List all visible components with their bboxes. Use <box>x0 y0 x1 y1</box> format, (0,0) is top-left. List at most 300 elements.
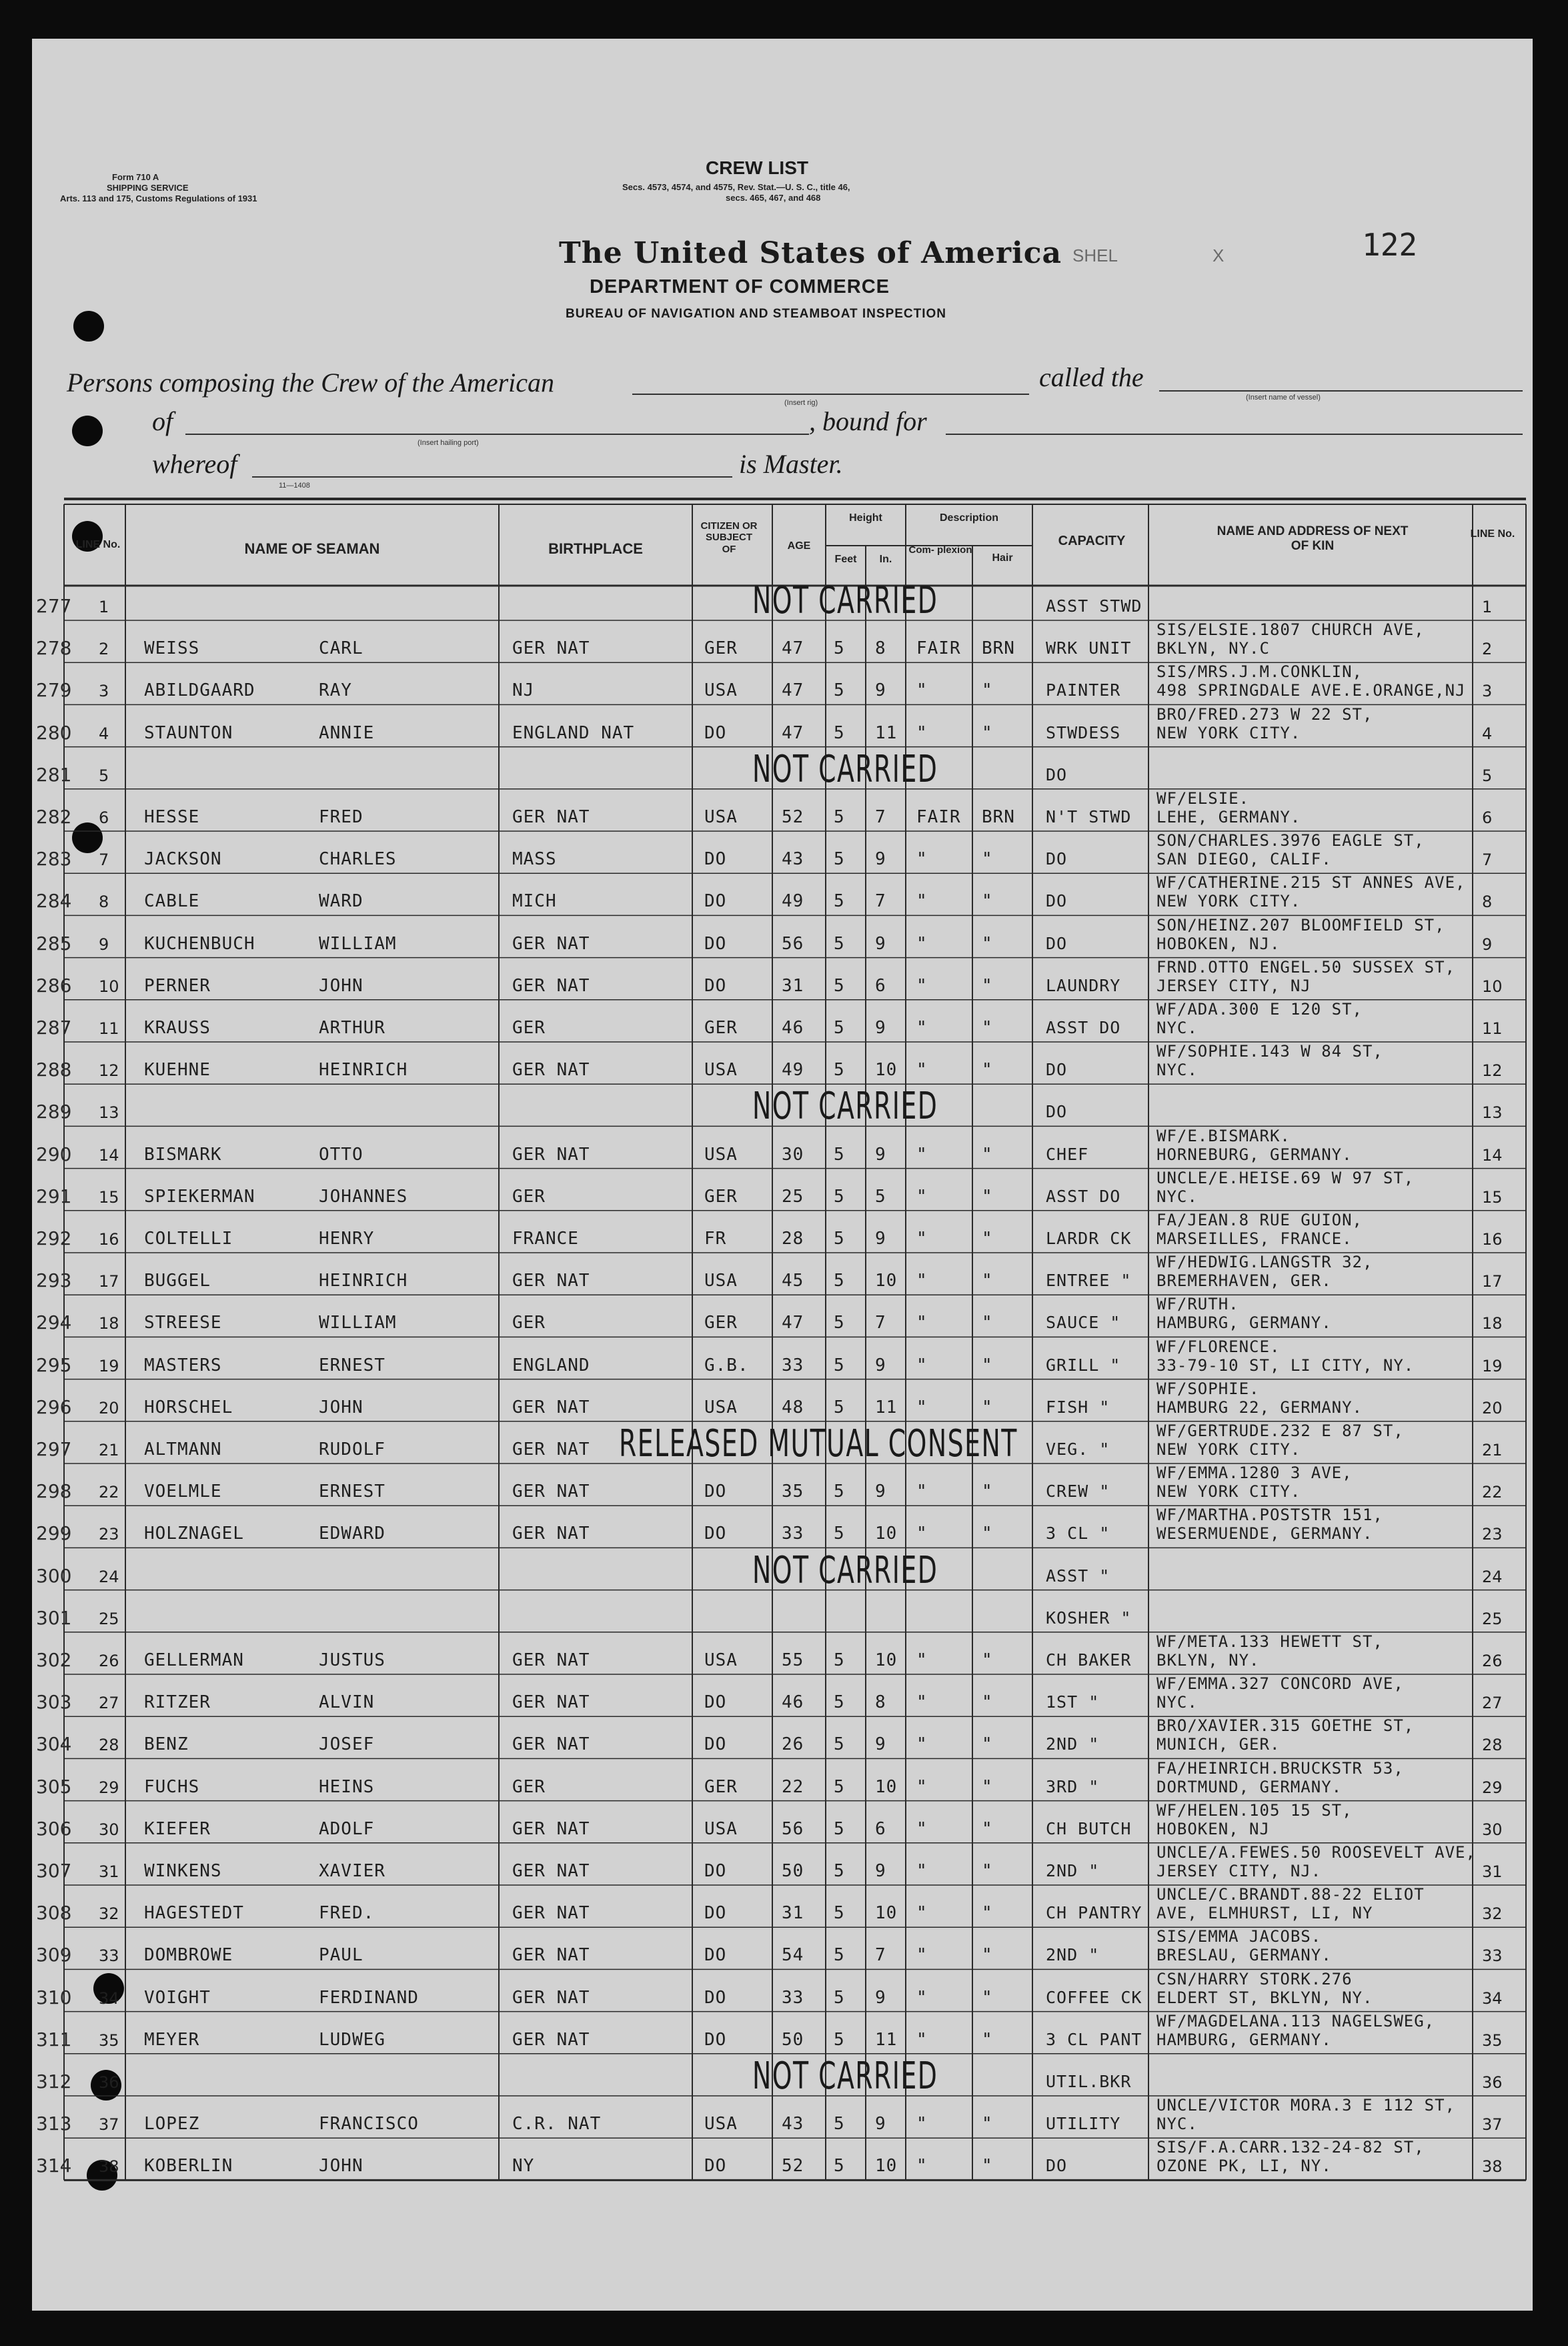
row-hair: " <box>982 1271 993 1291</box>
row-first-name: CARL <box>319 638 363 659</box>
row-line-no: 23 <box>99 1525 119 1544</box>
row-citizen: USA <box>704 1650 738 1670</box>
row-hair: " <box>982 1186 993 1207</box>
row-age: 28 <box>782 1229 804 1249</box>
bureau-heading: BUREAU OF NAVIGATION AND STEAMBOAT INSPECTION <box>566 307 947 321</box>
row-feet: 5 <box>834 2114 845 2135</box>
row-first-name: WARD <box>319 891 363 912</box>
row-complexion: " <box>916 1229 928 1249</box>
row-kin-2: BKLYN, NY. <box>1156 1651 1260 1670</box>
row-mark: 294 <box>36 1311 72 1334</box>
row-citizen: DO <box>704 1734 727 1755</box>
row-mark: 285 <box>36 932 72 955</box>
row-citizen: USA <box>704 1818 738 1839</box>
row-mark: 309 <box>36 1944 72 1966</box>
print-code: 11—1408 <box>279 482 310 490</box>
row-line-no-right: 24 <box>1482 1567 1503 1586</box>
row-capacity: COFFEE CK <box>1046 1987 1142 2007</box>
row-inches: 9 <box>875 1355 886 1375</box>
row-line-no-right: 26 <box>1482 1652 1503 1670</box>
row-first-name: ANNIE <box>319 722 375 743</box>
row-line-no: 10 <box>99 977 119 996</box>
row-complexion: " <box>916 1271 928 1291</box>
row-kin-2: SAN DIEGO, CALIF. <box>1156 850 1332 869</box>
row-feet: 5 <box>834 1524 845 1544</box>
row-last-name: HOLZNAGEL <box>144 1524 244 1544</box>
row-line-no: 24 <box>99 1567 119 1586</box>
row-last-name: KRAUSS <box>144 1018 211 1038</box>
preamble-called-the: called the <box>1039 362 1144 392</box>
row-last-name: ABILDGAARD <box>144 680 255 701</box>
col-age: AGE <box>787 540 811 552</box>
row-line-no-right: 17 <box>1482 1272 1503 1291</box>
row-feet: 5 <box>834 1861 845 1881</box>
row-birthplace: GER NAT <box>512 1060 590 1081</box>
row-line-no-right: 21 <box>1482 1441 1503 1459</box>
shipping-service: SHIPPING SERVICE <box>107 183 189 193</box>
row-feet: 5 <box>834 975 845 996</box>
row-last-name: RITZER <box>144 1692 211 1713</box>
row-last-name: HAGESTEDT <box>144 1903 244 1924</box>
row-hair: " <box>982 975 993 996</box>
row-last-name: STREESE <box>144 1313 222 1333</box>
row-complexion: " <box>916 2156 928 2177</box>
row-inches: 6 <box>875 975 886 996</box>
row-hair: " <box>982 1818 993 1839</box>
row-capacity: 2ND " <box>1046 1861 1100 1880</box>
col-capacity: CAPACITY <box>1058 534 1126 548</box>
row-inches: 11 <box>875 2029 898 2050</box>
row-line-no-right: 12 <box>1482 1061 1503 1081</box>
row-kin-2: OZONE PK, LI, NY. <box>1156 2157 1332 2176</box>
row-kin-1: UNCLE/VICTOR MORA.3 E 112 ST, <box>1156 2096 1456 2115</box>
row-mark: 307 <box>36 1860 72 1882</box>
row-stamp: NOT CARRIED <box>752 747 938 791</box>
row-inches: 11 <box>875 1397 898 1417</box>
vessel-hint: (Insert name of vessel) <box>1246 394 1321 402</box>
row-line-no-right: 25 <box>1482 1609 1503 1628</box>
row-mark: 299 <box>36 1522 72 1545</box>
row-kin-2: NEW YORK CITY. <box>1156 723 1301 742</box>
row-complexion: " <box>916 1186 928 1207</box>
row-last-name: BUGGEL <box>144 1271 211 1291</box>
port-hint: (Insert hailing port) <box>418 439 479 447</box>
col-height: Height <box>849 512 882 524</box>
row-line-no: 12 <box>99 1061 119 1081</box>
row-line-no: 9 <box>99 935 109 954</box>
row-feet: 5 <box>834 722 845 743</box>
row-line-no: 6 <box>99 808 109 827</box>
row-mark: 304 <box>36 1733 72 1756</box>
row-citizen: USA <box>704 807 738 827</box>
row-capacity: 2ND " <box>1046 1945 1100 1965</box>
row-hair: " <box>982 891 993 912</box>
row-line-no-right: 32 <box>1482 1904 1503 1924</box>
row-kin-1: SON/CHARLES.3976 EAGLE ST, <box>1156 831 1425 850</box>
row-capacity: LAUNDRY <box>1046 975 1121 995</box>
row-birthplace: GER NAT <box>512 1524 590 1544</box>
row-kin-1: WF/RUTH. <box>1156 1295 1239 1314</box>
row-capacity: GRILL " <box>1046 1355 1121 1375</box>
row-complexion: " <box>916 1818 928 1839</box>
row-capacity: 2ND " <box>1046 1734 1100 1754</box>
row-mark: 287 <box>36 1017 72 1039</box>
row-age: 50 <box>782 2029 804 2050</box>
row-kin-1: FA/JEAN.8 RUE GUION, <box>1156 1211 1363 1229</box>
row-citizen: DO <box>704 891 727 912</box>
row-feet: 5 <box>834 1903 845 1924</box>
row-kin-2: AVE, ELMHURST, LI, NY <box>1156 1904 1373 1923</box>
row-hair: " <box>982 1313 993 1333</box>
row-last-name: HESSE <box>144 807 200 827</box>
col-line-no: LINE No. <box>75 539 121 550</box>
row-kin-1: SIS/EMMA JACOBS. <box>1156 1927 1322 1946</box>
row-complexion: " <box>916 1144 928 1165</box>
row-first-name: OTTO <box>319 1144 363 1165</box>
row-kin-2: NYC. <box>1156 1693 1198 1712</box>
row-mark: 305 <box>36 1775 72 1798</box>
row-feet: 5 <box>834 1229 845 1249</box>
row-first-name: XAVIER <box>319 1861 385 1881</box>
row-line-no-right: 11 <box>1482 1019 1503 1038</box>
row-birthplace: MASS <box>512 849 557 870</box>
row-feet: 5 <box>834 1987 845 2008</box>
row-line-no: 34 <box>99 1988 119 2008</box>
row-line-no: 4 <box>99 724 109 743</box>
row-first-name: RAY <box>319 680 352 701</box>
row-line-no-right: 27 <box>1482 1694 1503 1713</box>
col-line-no-right: LINE No. <box>1470 528 1515 540</box>
row-citizen: GER <box>704 1186 738 1207</box>
row-capacity: DO <box>1046 933 1068 953</box>
row-mark: 280 <box>36 721 72 744</box>
row-first-name: ERNEST <box>319 1355 385 1375</box>
row-age: 54 <box>782 1945 804 1966</box>
row-kin-1: WF/META.133 HEWETT ST, <box>1156 1632 1383 1651</box>
row-complexion: FAIR <box>916 638 961 659</box>
row-kin-1: WF/SOPHIE. <box>1156 1379 1260 1398</box>
row-kin-2: MARSEILLES, FRANCE. <box>1156 1229 1353 1248</box>
row-feet: 5 <box>834 680 845 701</box>
row-age: 33 <box>782 1524 804 1544</box>
form-articles: Arts. 113 and 175, Customs Regulations of 1931 <box>60 193 257 203</box>
row-kin-1: WF/SOPHIE.143 W 84 ST, <box>1156 1042 1383 1061</box>
row-first-name: JOHN <box>319 2156 363 2177</box>
row-mark: 302 <box>36 1649 72 1671</box>
row-inches: 9 <box>875 1018 886 1038</box>
department-heading: DEPARTMENT OF COMMERCE <box>590 276 890 298</box>
row-hair: " <box>982 1903 993 1924</box>
row-stamp: NOT CARRIED <box>752 1085 938 1129</box>
row-line-no: 11 <box>99 1019 119 1038</box>
row-kin-2: JERSEY CITY, NJ <box>1156 976 1311 995</box>
row-mark: 289 <box>36 1101 72 1123</box>
row-line-no: 31 <box>99 1862 119 1881</box>
row-line-no-right: 10 <box>1482 977 1503 996</box>
row-line-no-right: 23 <box>1482 1525 1503 1544</box>
row-birthplace: GER NAT <box>512 1987 590 2008</box>
row-complexion: " <box>916 680 928 701</box>
row-mark: 313 <box>36 2113 72 2135</box>
row-citizen: GER <box>704 1018 738 1038</box>
row-mark: 279 <box>36 679 72 702</box>
row-capacity: PAINTER <box>1046 680 1121 700</box>
row-line-no-right: 38 <box>1482 2157 1503 2177</box>
row-age: 31 <box>782 975 804 996</box>
row-hair: " <box>982 1987 993 2008</box>
faint-mark-2: X <box>1213 245 1225 265</box>
row-kin-1: WF/EMMA.327 CONCORD AVE, <box>1156 1674 1404 1694</box>
row-citizen: DO <box>704 2156 727 2177</box>
row-capacity: FISH " <box>1046 1397 1110 1417</box>
row-kin-2: BKLYN, NY.C <box>1156 639 1270 658</box>
row-age: 33 <box>782 1987 804 2008</box>
row-age: 55 <box>782 1650 804 1670</box>
row-complexion: " <box>916 1060 928 1081</box>
row-mark: 292 <box>36 1227 72 1249</box>
row-first-name: ARTHUR <box>319 1018 385 1038</box>
row-citizen: USA <box>704 1397 738 1417</box>
row-first-name: EDWARD <box>319 1524 385 1544</box>
row-kin-2: BREMERHAVEN, GER. <box>1156 1271 1332 1291</box>
row-age: 49 <box>782 891 804 912</box>
row-last-name: KIEFER <box>144 1818 211 1839</box>
row-feet: 5 <box>834 2156 845 2177</box>
row-citizen: USA <box>704 1271 738 1291</box>
row-kin-1: SON/HEINZ.207 BLOOMFIELD ST, <box>1156 915 1445 935</box>
row-birthplace: ENGLAND <box>512 1355 590 1375</box>
row-inches: 9 <box>875 1987 886 2008</box>
row-line-no-right: 8 <box>1482 893 1493 912</box>
row-birthplace: GER NAT <box>512 1650 590 1670</box>
row-mark: 284 <box>36 890 72 913</box>
row-last-name: FUCHS <box>144 1776 200 1797</box>
row-feet: 5 <box>834 1734 845 1755</box>
row-hair: " <box>982 933 993 954</box>
row-age: 26 <box>782 1734 804 1755</box>
row-mark: 282 <box>36 806 72 828</box>
row-line-no: 13 <box>99 1103 119 1123</box>
row-kin-1: WF/HELEN.105 15 ST, <box>1156 1800 1353 1820</box>
row-hair: " <box>982 1945 993 1966</box>
row-line-no: 30 <box>99 1820 119 1839</box>
row-first-name: LUDWEG <box>319 2029 385 2050</box>
col-description: Description <box>939 512 998 524</box>
row-inches: 5 <box>875 1186 886 1207</box>
row-feet: 5 <box>834 1397 845 1417</box>
row-age: 46 <box>782 1692 804 1713</box>
row-feet: 5 <box>834 1482 845 1502</box>
row-last-name: ALTMANN <box>144 1439 222 1459</box>
row-line-no: 37 <box>99 2115 119 2135</box>
row-kin-2: NYC. <box>1156 2115 1198 2134</box>
row-citizen: GER <box>704 1313 738 1333</box>
row-feet: 5 <box>834 1186 845 1207</box>
row-kin-1: WF/EMMA.1280 3 AVE, <box>1156 1463 1353 1483</box>
row-citizen: DO <box>704 1945 727 1966</box>
row-feet: 5 <box>834 1271 845 1291</box>
row-mark: 303 <box>36 1691 72 1714</box>
row-capacity: ENTREE " <box>1046 1271 1132 1291</box>
row-birthplace: ENGLAND NAT <box>512 722 635 743</box>
row-inches: 8 <box>875 638 886 659</box>
row-hair: " <box>982 2114 993 2135</box>
row-complexion: " <box>916 2029 928 2050</box>
row-first-name: FRANCISCO <box>319 2114 419 2135</box>
row-complexion: " <box>916 849 928 870</box>
row-mark: 286 <box>36 974 72 997</box>
row-kin-2: NEW YORK CITY. <box>1156 1482 1301 1502</box>
row-kin-2: HOBOKEN, NJ <box>1156 1819 1270 1838</box>
row-capacity: DO <box>1046 891 1068 911</box>
row-birthplace: GER NAT <box>512 638 590 659</box>
row-feet: 5 <box>834 891 845 912</box>
row-citizen: GER <box>704 1776 738 1797</box>
row-hair: " <box>982 1482 993 1502</box>
row-first-name: JUSTUS <box>319 1650 385 1670</box>
row-kin-1: WF/FLORENCE. <box>1156 1337 1281 1356</box>
row-inches: 11 <box>875 722 898 743</box>
row-first-name: JOSEF <box>319 1734 375 1755</box>
row-feet: 5 <box>834 1650 845 1670</box>
row-inches: 10 <box>875 1776 898 1797</box>
row-last-name: JACKSON <box>144 849 222 870</box>
row-citizen: USA <box>704 2114 738 2135</box>
row-inches: 9 <box>875 1734 886 1755</box>
row-kin-1: WF/ADA.300 E 120 ST, <box>1156 1000 1363 1019</box>
row-line-no: 33 <box>99 1946 119 1966</box>
row-hair: " <box>982 1018 993 1038</box>
row-inches: 10 <box>875 1650 898 1670</box>
row-capacity: 3 CL " <box>1046 1524 1110 1544</box>
row-citizen: DO <box>704 1482 727 1502</box>
row-last-name: COLTELLI <box>144 1229 233 1249</box>
row-birthplace: GER <box>512 1313 546 1333</box>
row-inches: 7 <box>875 807 886 827</box>
row-last-name: VOELMLE <box>144 1482 222 1502</box>
row-line-no-right: 3 <box>1482 682 1493 701</box>
row-line-no-right: 36 <box>1482 2073 1503 2092</box>
row-line-no: 26 <box>99 1652 119 1670</box>
row-last-name: HORSCHEL <box>144 1397 233 1417</box>
row-kin-1: WF/CATHERINE.215 ST ANNES AVE, <box>1156 873 1466 893</box>
row-citizen: FR <box>704 1229 727 1249</box>
row-feet: 5 <box>834 849 845 870</box>
row-kin-1: UNCLE/C.BRANDT.88-22 ELIOT <box>1156 1885 1425 1904</box>
row-first-name: ERNEST <box>319 1482 385 1502</box>
row-birthplace: FRANCE <box>512 1229 579 1249</box>
row-line-no: 38 <box>99 2157 119 2177</box>
row-complexion: " <box>916 1776 928 1797</box>
row-line-no-right: 18 <box>1482 1314 1503 1333</box>
row-citizen: DO <box>704 722 727 743</box>
row-capacity: CH BUTCH <box>1046 1818 1132 1838</box>
row-citizen: GER <box>704 638 738 659</box>
row-inches: 9 <box>875 2114 886 2135</box>
row-last-name: STAUNTON <box>144 722 233 743</box>
col-feet: Feet <box>834 554 857 565</box>
row-age: 52 <box>782 2156 804 2177</box>
row-kin-2: 33-79-10 ST, LI CITY, NY. <box>1156 1355 1415 1375</box>
row-line-no-right: 15 <box>1482 1187 1503 1207</box>
row-citizen: DO <box>704 849 727 870</box>
row-inches: 9 <box>875 1144 886 1165</box>
row-birthplace: GER NAT <box>512 1439 590 1459</box>
row-line-no: 21 <box>99 1441 119 1459</box>
row-inches: 10 <box>875 1903 898 1924</box>
row-complexion: " <box>916 1524 928 1544</box>
row-complexion: " <box>916 1861 928 1881</box>
crew-list-sheet <box>32 39 1533 2311</box>
faint-mark: SHEL <box>1072 245 1118 265</box>
row-birthplace: MICH <box>512 891 557 912</box>
row-feet: 5 <box>834 1313 845 1333</box>
row-line-no-right: 35 <box>1482 2030 1503 2050</box>
row-first-name: WILLIAM <box>319 1313 397 1333</box>
row-citizen: DO <box>704 1524 727 1544</box>
row-line-no-right: 13 <box>1482 1103 1503 1123</box>
row-birthplace: NJ <box>512 680 535 701</box>
row-complexion: " <box>916 1482 928 1502</box>
row-feet: 5 <box>834 1144 845 1165</box>
form-title: CREW LIST <box>706 157 808 178</box>
row-complexion: " <box>916 1650 928 1670</box>
page-number: 122 <box>1362 227 1418 263</box>
row-line-no-right: 1 <box>1482 598 1493 616</box>
row-mark: 312 <box>36 2071 72 2093</box>
row-kin-2: LEHE, GERMANY. <box>1156 808 1301 826</box>
row-line-no-right: 37 <box>1482 2115 1503 2135</box>
row-mark: 297 <box>36 1438 72 1460</box>
row-line-no-right: 29 <box>1482 1778 1503 1797</box>
row-inches: 9 <box>875 1861 886 1881</box>
row-last-name: MEYER <box>144 2029 200 2050</box>
row-hair: " <box>982 2029 993 2050</box>
row-kin-1: WF/HEDWIG.LANGSTR 32, <box>1156 1253 1373 1272</box>
row-last-name: DOMBROWE <box>144 1945 233 1966</box>
row-mark: 311 <box>36 2028 72 2050</box>
row-kin-2: HORNEBURG, GERMANY. <box>1156 1145 1353 1164</box>
row-feet: 5 <box>834 933 845 954</box>
row-birthplace: GER NAT <box>512 1271 590 1291</box>
row-inches: 6 <box>875 1818 886 1839</box>
row-capacity: ASST DO <box>1046 1186 1121 1206</box>
row-capacity: SAUCE " <box>1046 1313 1121 1333</box>
row-line-no-right: 2 <box>1482 640 1493 659</box>
row-mark: 306 <box>36 1817 72 1840</box>
row-last-name: PERNER <box>144 975 211 996</box>
row-kin-2: DORTMUND, GERMANY. <box>1156 1777 1343 1796</box>
row-line-no: 25 <box>99 1609 119 1628</box>
row-complexion: " <box>916 2114 928 2135</box>
row-hair: " <box>982 1397 993 1417</box>
row-mark: 296 <box>36 1395 72 1418</box>
row-stamp: NOT CARRIED <box>752 2055 938 2098</box>
row-line-no: 2 <box>99 640 109 659</box>
row-age: 25 <box>782 1186 804 1207</box>
form-number: Form 710 A <box>112 172 159 182</box>
row-line-no: 18 <box>99 1314 119 1333</box>
row-birthplace: C.R. NAT <box>512 2114 602 2135</box>
row-age: 43 <box>782 2114 804 2135</box>
row-last-name: WEISS <box>144 638 200 659</box>
row-capacity: ASST STWD <box>1046 596 1142 616</box>
row-line-no-right: 22 <box>1482 1483 1503 1502</box>
row-kin-1: BRO/FRED.273 W 22 ST, <box>1156 704 1373 724</box>
row-birthplace: GER <box>512 1018 546 1038</box>
form-sections: Secs. 4573, 4574, and 4575, Rev. Stat.—U. S. C., title 46, <box>622 182 850 192</box>
row-first-name: ALVIN <box>319 1692 375 1713</box>
